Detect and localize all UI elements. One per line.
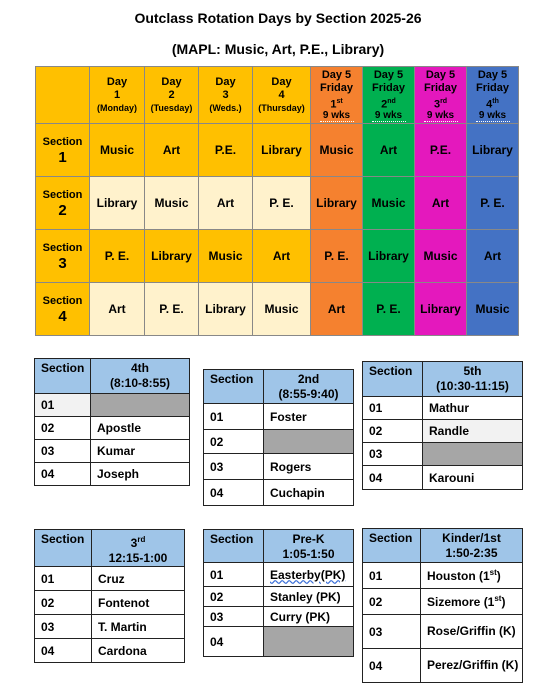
teacher-name: Mathur [423,397,523,420]
teacher-name: Karouni [423,466,523,490]
section-number: 03 [35,615,92,639]
header-day-5-friday-1st: Day 5 Friday 1st 9 wks [311,67,363,124]
teacher-name: Cardona [92,639,185,663]
teacher-name [264,627,354,657]
table-row [204,627,354,657]
table-row [363,615,523,649]
grid-cell: Music [199,230,253,283]
teacher-name: Randle [423,420,523,443]
schedule-3rd [34,529,185,663]
grid-cell: Music [145,177,199,230]
section-number: 02 [363,420,423,443]
teacher-name: Rogers [264,454,354,480]
teacher-name: Easterby(PK) [264,563,354,587]
grid-cell: Library [415,283,467,336]
section-number: 03 [204,454,264,480]
section-number: 02 [204,587,264,607]
grid-cell: Art [253,230,311,283]
rotation-grid [35,66,519,336]
page-title: Outclass Rotation Days by Section 2025-26 [134,10,422,26]
section-number: 01 [35,394,91,417]
grid-row-section-4 [36,283,519,336]
grid-cell: Art [311,283,363,336]
section-header: Section [204,530,264,563]
grid-cell: Library [199,283,253,336]
section-number: 04 [35,639,92,663]
grid-cell: Library [311,177,363,230]
grid-cell: P. E. [145,283,199,336]
row-label-section-4: Section 4 [36,283,90,336]
grid-cell: Art [199,177,253,230]
table-row [204,454,354,480]
section-number: 03 [363,443,423,466]
teacher-name: T. Martin [92,615,185,639]
grid-cell: Art [415,177,467,230]
grid-cell: Music [90,124,145,177]
section-number: 01 [204,404,264,430]
teacher-name: Cuchapin [264,480,354,506]
table-row [363,443,523,466]
grade-header: 2nd (8:55-9:40) [264,370,354,404]
grid-cell: Music [363,177,415,230]
grid-cell: Library [145,230,199,283]
table-row [35,615,185,639]
grade-header: Kinder/1st 1:50-2:35 [421,529,523,563]
grid-cell: Music [467,283,519,336]
table-row [35,417,190,440]
section-number: 04 [35,463,91,486]
teacher-name [423,443,523,466]
grade-header: 4th (8:10-8:55) [91,359,190,394]
teacher-name: Houston (1st) [421,563,523,589]
row-label-section-1: Section 1 [36,124,90,177]
section-number: 04 [363,466,423,490]
table-row [363,589,523,615]
section-header: Section [204,370,264,404]
schedule-2nd [203,369,354,506]
table-row [363,649,523,683]
schedule-kinder-1st [362,528,523,683]
grade-header: 3rd 12:15-1:00 [92,530,185,567]
teacher-name: Foster [264,404,354,430]
section-number: 01 [363,397,423,420]
table-row [363,563,523,589]
schedule-5th [362,361,523,490]
teacher-name: Sizemore (1st) [421,589,523,615]
grid-row-section-2 [36,177,519,230]
section-header: Section [35,359,91,394]
table-row [363,466,523,490]
row-label-section-3: Section 3 [36,230,90,283]
grid-cell: Art [363,124,415,177]
grid-cell: Library [363,230,415,283]
table-row [204,607,354,627]
section-header: Section [363,362,423,397]
header-day-5-friday-2nd: Day 5 Friday 2nd 9 wks [363,67,415,124]
page-subtitle: (MAPL: Music, Art, P.E., Library) [171,41,385,57]
grade-header: 5th (10:30-11:15) [423,362,523,397]
header-day-5-friday-3rd: Day 5 Friday 3rd 9 wks [415,67,467,124]
schedule-prek [203,529,354,657]
section-number: 01 [363,563,421,589]
grid-cell: Music [253,283,311,336]
table-row [204,480,354,506]
teacher-name: Kumar [91,440,190,463]
teacher-name: Joseph [91,463,190,486]
section-number: 02 [363,589,421,615]
table-row [35,394,190,417]
grid-row-section-3 [36,230,519,283]
table-row [35,440,190,463]
table-row [363,397,523,420]
grid-cell: P. E. [253,177,311,230]
teacher-name: Apostle [91,417,190,440]
corner-cell [36,67,90,124]
teacher-name [264,430,354,454]
grid-cell: P. E. [311,230,363,283]
section-number: 04 [204,480,264,506]
grade-header: Pre-K 1:05-1:50 [264,530,354,563]
section-number: 04 [204,627,264,657]
teacher-name: Curry (PK) [264,607,354,627]
teacher-name [91,394,190,417]
section-number: 04 [363,649,421,683]
teacher-name: Perez/Griffin (K) [421,649,523,683]
table-row [35,639,185,663]
teacher-name: Cruz [92,567,185,591]
header-day-2: Day 2 (Tuesday) [145,67,199,124]
header-day-3: Day 3 (Weds.) [199,67,253,124]
section-header: Section [363,529,421,563]
grid-cell: P. E. [467,177,519,230]
grid-cell: Library [90,177,145,230]
section-number: 02 [35,591,92,615]
section-header: Section [35,530,92,567]
section-number: 02 [35,417,91,440]
header-day-4: Day 4 (Thursday) [253,67,311,124]
table-row [204,587,354,607]
table-row [35,463,190,486]
grid-cell: Library [467,124,519,177]
grid-cell: P.E. [415,124,467,177]
table-row [363,420,523,443]
table-row [35,591,185,615]
section-number: 01 [204,563,264,587]
section-number: 02 [204,430,264,454]
schedule-4th [34,358,190,486]
section-number: 03 [35,440,91,463]
teacher-name: Rose/Griffin (K) [421,615,523,649]
table-row [204,404,354,430]
teacher-name: Stanley (PK) [264,587,354,607]
section-number: 03 [204,607,264,627]
table-row [35,567,185,591]
grid-cell: P. E. [363,283,415,336]
grid-row-section-1 [36,124,519,177]
header-day-1: Day 1 (Monday) [90,67,145,124]
grid-cell: P.E. [199,124,253,177]
grid-cell: P. E. [90,230,145,283]
teacher-name: Fontenot [92,591,185,615]
section-number: 01 [35,567,92,591]
row-label-section-2: Section 2 [36,177,90,230]
grid-cell: Library [253,124,311,177]
table-row [204,563,354,587]
section-number: 03 [363,615,421,649]
grid-cell: Music [415,230,467,283]
table-row [204,430,354,454]
grid-cell: Music [311,124,363,177]
grid-cell: Art [467,230,519,283]
grid-cell: Art [90,283,145,336]
header-day-5-friday-4th: Day 5 Friday 4th 9 wks [467,67,519,124]
grid-cell: Art [145,124,199,177]
